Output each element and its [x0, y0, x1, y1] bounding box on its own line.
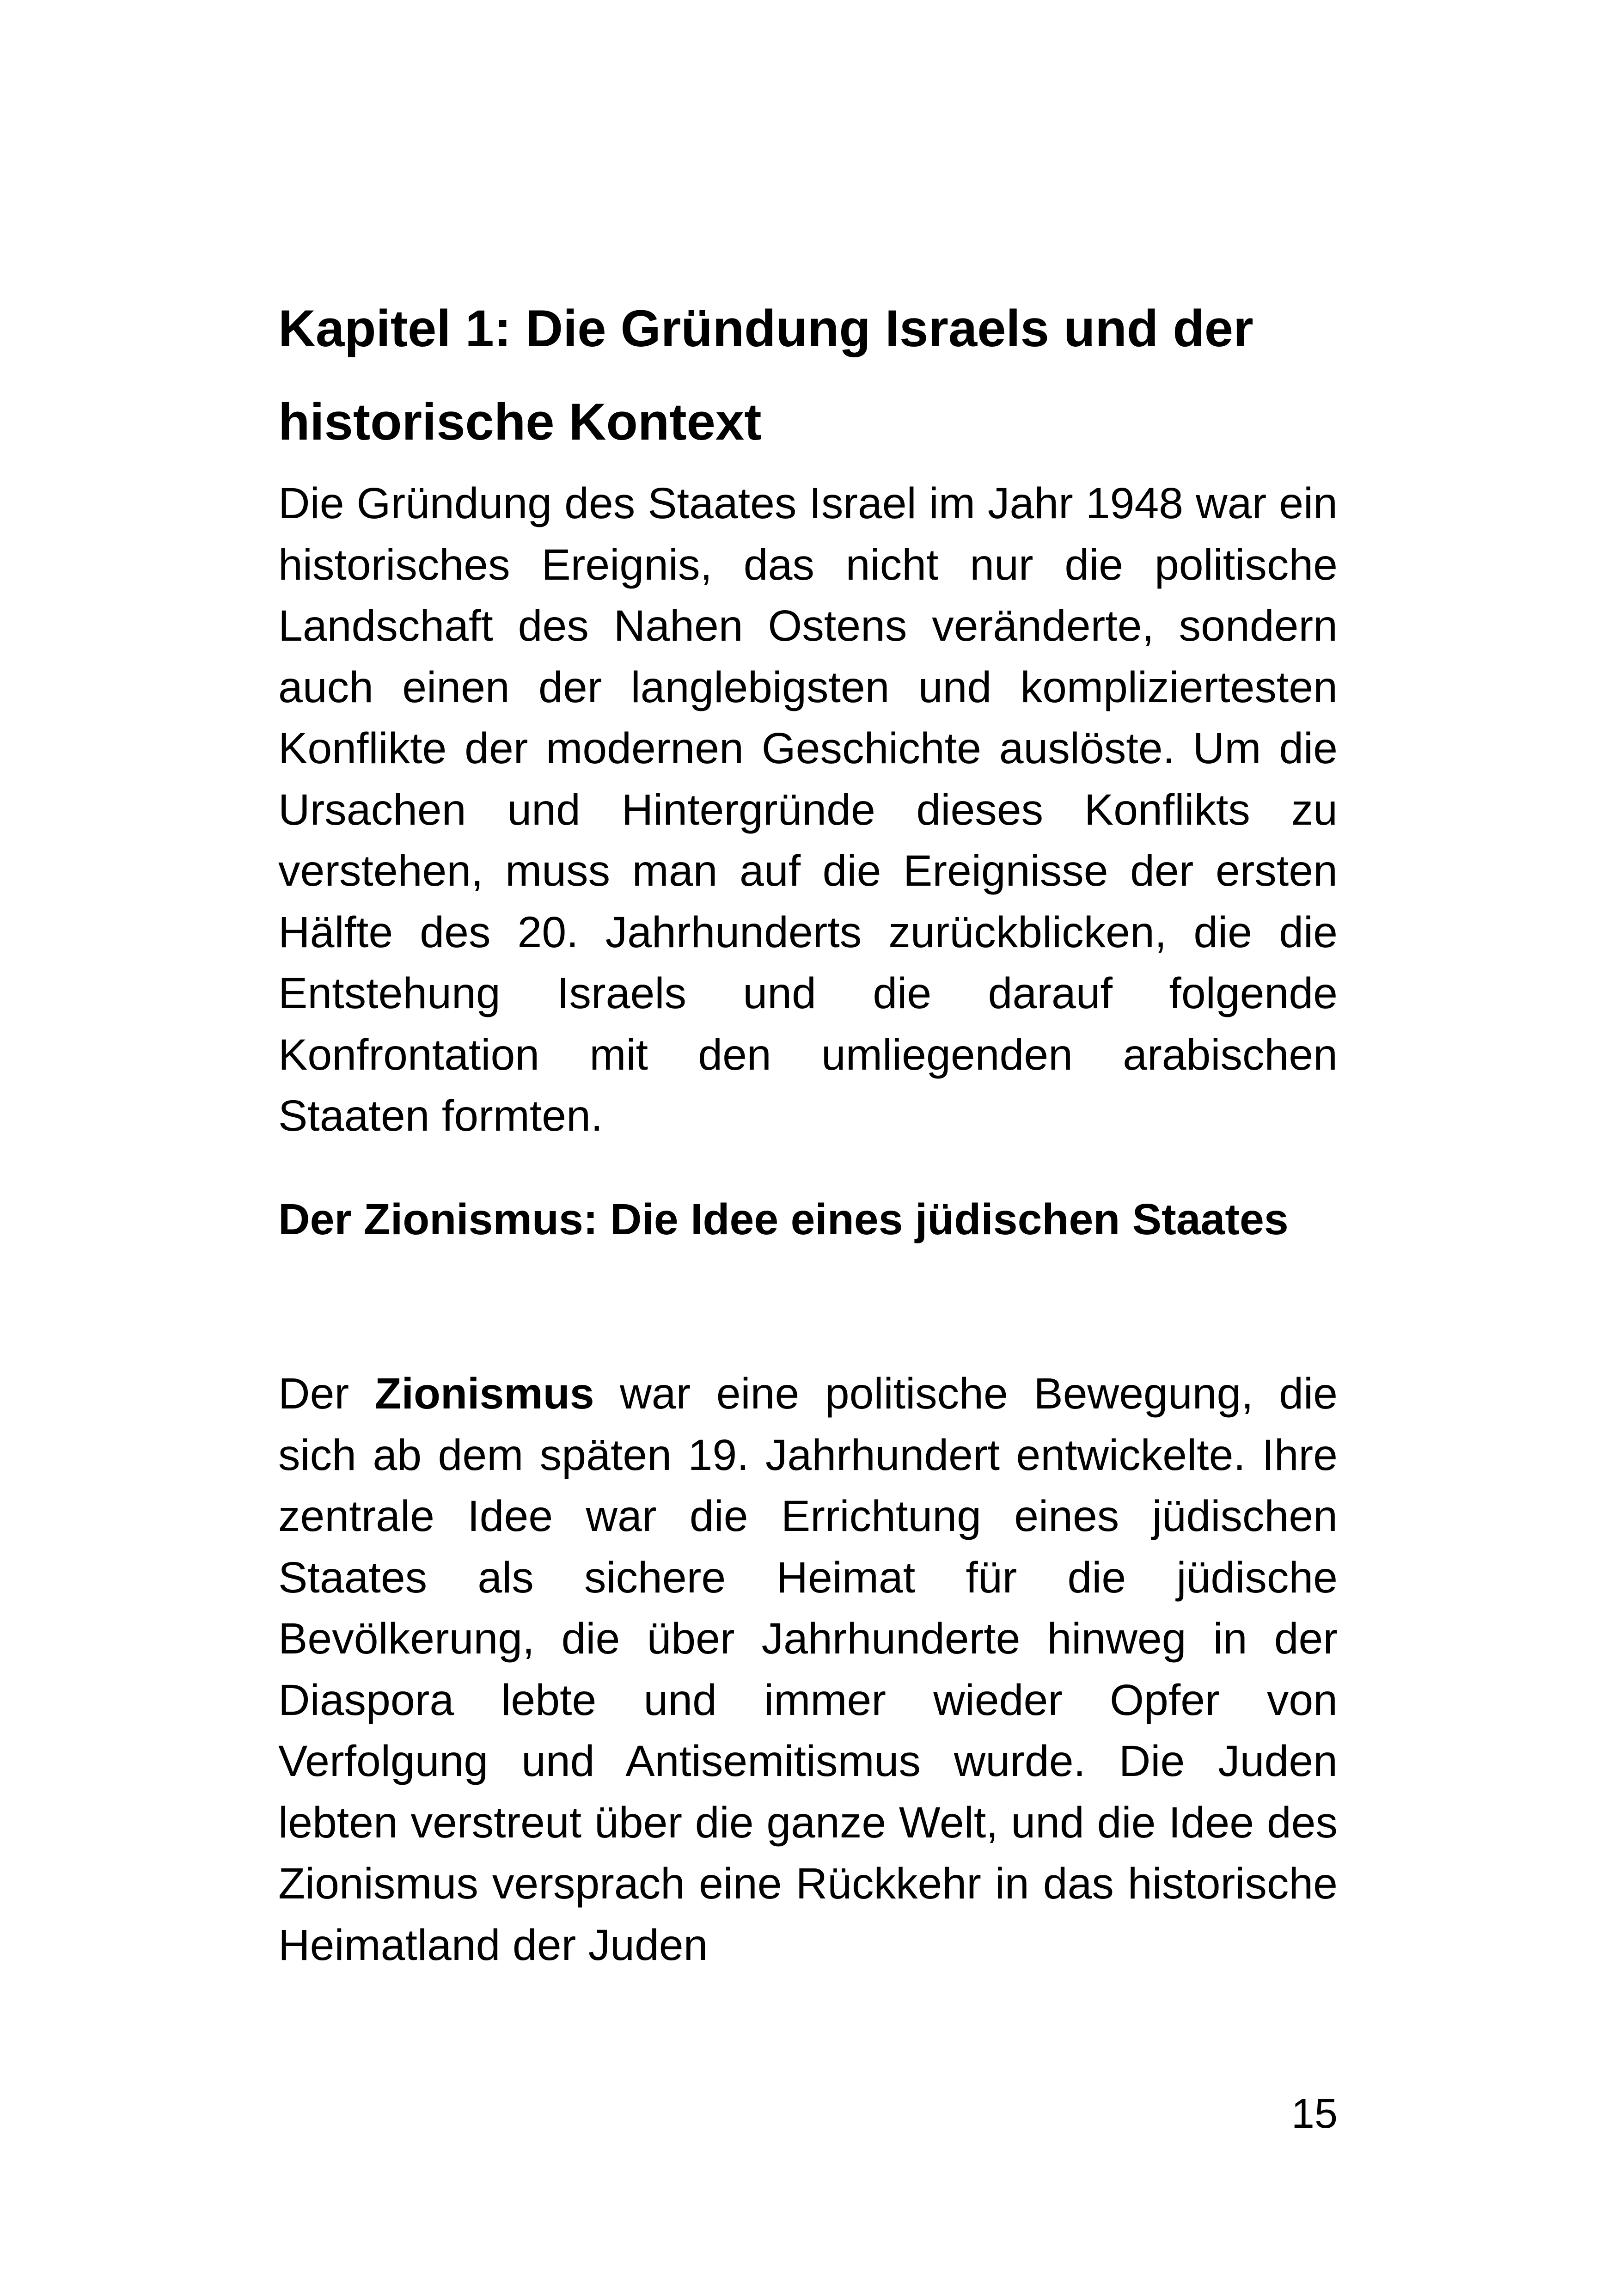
- paragraph-lead-word: Der: [278, 1369, 349, 1418]
- paragraph-text: war eine politische Bewegung, die sich ab dem späten 19. Jahrhundert entwickelte. Ihre zentrale Idee war die Errichtung eines jüdischen Staates als sichere Heimat für die jüdische Bevölkerung, die über Jahrhunderte hinweg in der Diaspora lebte und immer wieder Opfer von Verfolgung und Antisemitismus wurde. Die Juden lebten verstreut über die ganze Welt, und die Idee des Zionismus versprach eine Rückkehr in das historische Heimatland der Juden: [278, 1369, 1338, 1970]
- body-paragraph: [278, 1363, 1338, 1976]
- body-paragraph: Die Gründung des Staates Israel im Jahr 1948 war ein historisches Ereignis, das nicht nur die politische Landschaft des Nahen Ostens veränderte, sondern auch einen der langlebigsten und kompliziertesten Konflikte der modernen Geschichte auslöste. Um die Ursachen und Hintergründe dieses Konflikts zu verstehen, muss man auf die Ereignisse der ersten Hälfte des 20. Jahrhunderts zurückblicken, die die Entstehung Israels und die darauf folgende Konfrontation mit den umliegenden arabischen Staaten formten.: [278, 479, 1338, 1140]
- chapter-title: Kapitel 1: Die Gründung Israels und der historische Kontext: [278, 300, 1253, 451]
- bold-term: Zionismus: [374, 1369, 594, 1418]
- page-number: 15: [1291, 2091, 1338, 2137]
- section-heading: Der Zionismus: Die Idee eines jüdischen Staates: [278, 1195, 1289, 1244]
